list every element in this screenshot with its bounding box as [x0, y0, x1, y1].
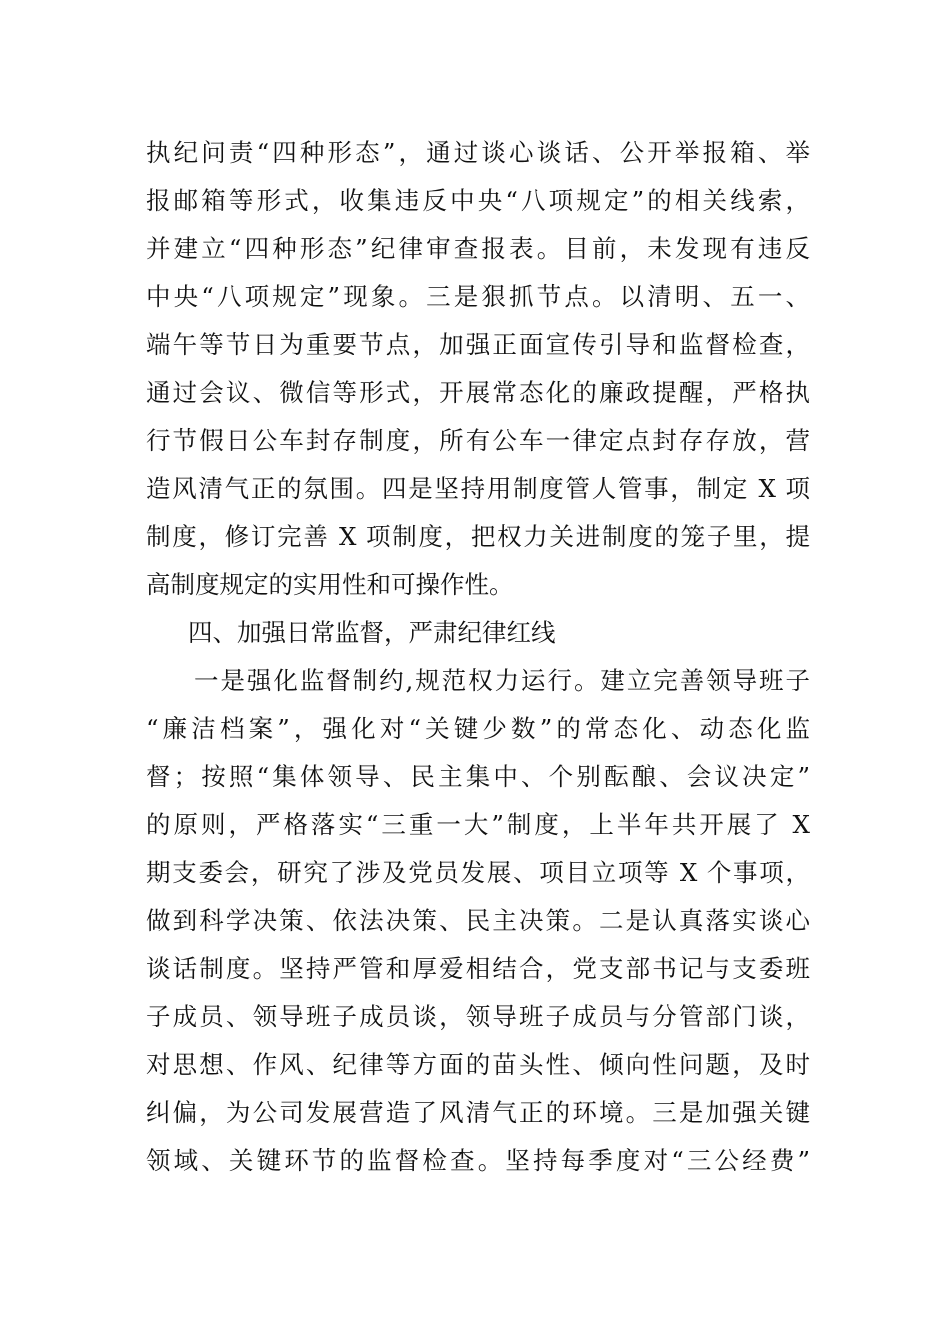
paragraph-line: 督；按照“集体领导、民主集中、个别酝酿、会议决定”	[146, 762, 810, 791]
paragraph-line: 做到科学决策、依法决策、民主决策。二是认真落实谈心	[146, 906, 810, 935]
paragraph-line: 并建立“四种形态”纪律审查报表。目前，未发现有违反	[146, 234, 810, 263]
paragraph-line: 谈话制度。坚持严管和厚爱相结合，党支部书记与支委班	[146, 954, 810, 983]
paragraph-line: 行节假日公车封存制度，所有公车一律定点封存存放，营	[146, 426, 810, 455]
paragraph-line: 中央“八项规定”现象。三是狠抓节点。以清明、五一、	[146, 282, 810, 311]
paragraph-line: 纠偏，为公司发展营造了风清气正的环境。三是加强关键	[146, 1098, 810, 1127]
paragraph-line: 一是强化监督制约,规范权力运行。建立完善领导班子	[194, 666, 810, 695]
paragraph-line: 端午等节日为重要节点，加强正面宣传引导和监督检查，	[146, 330, 810, 359]
paragraph-line: “廉洁档案”，强化对“关键少数”的常态化、动态化监	[146, 714, 810, 743]
section-heading: 四、加强日常监督，严肃纪律红线	[188, 618, 556, 647]
paragraph-line: 制度，修订完善 X 项制度，把权力关进制度的笼子里，提	[146, 522, 810, 551]
paragraph-line: 的原则，严格落实“三重一大”制度，上半年共开展了 X	[146, 810, 810, 839]
paragraph-line: 报邮箱等形式，收集违反中央“八项规定”的相关线索，	[146, 186, 810, 215]
paragraph-line: 高制度规定的实用性和可操作性。	[146, 570, 514, 599]
paragraph-line: 造风清气正的氛围。四是坚持用制度管人管事，制定 X 项	[146, 474, 810, 503]
paragraph-line: 领域、关键环节的监督检查。坚持每季度对“三公经费”	[146, 1146, 810, 1175]
paragraph-line: 子成员、领导班子成员谈，领导班子成员与分管部门谈，	[146, 1002, 810, 1031]
paragraph-line: 执纪问责“四种形态”，通过谈心谈话、公开举报箱、举	[146, 138, 810, 167]
paragraph-line: 通过会议、微信等形式，开展常态化的廉政提醒，严格执	[146, 378, 810, 407]
paragraph-line: 对思想、作风、纪律等方面的苗头性、倾向性问题，及时	[146, 1050, 810, 1079]
paragraph-line: 期支委会，研究了涉及党员发展、项目立项等 X 个事项，	[146, 858, 810, 887]
